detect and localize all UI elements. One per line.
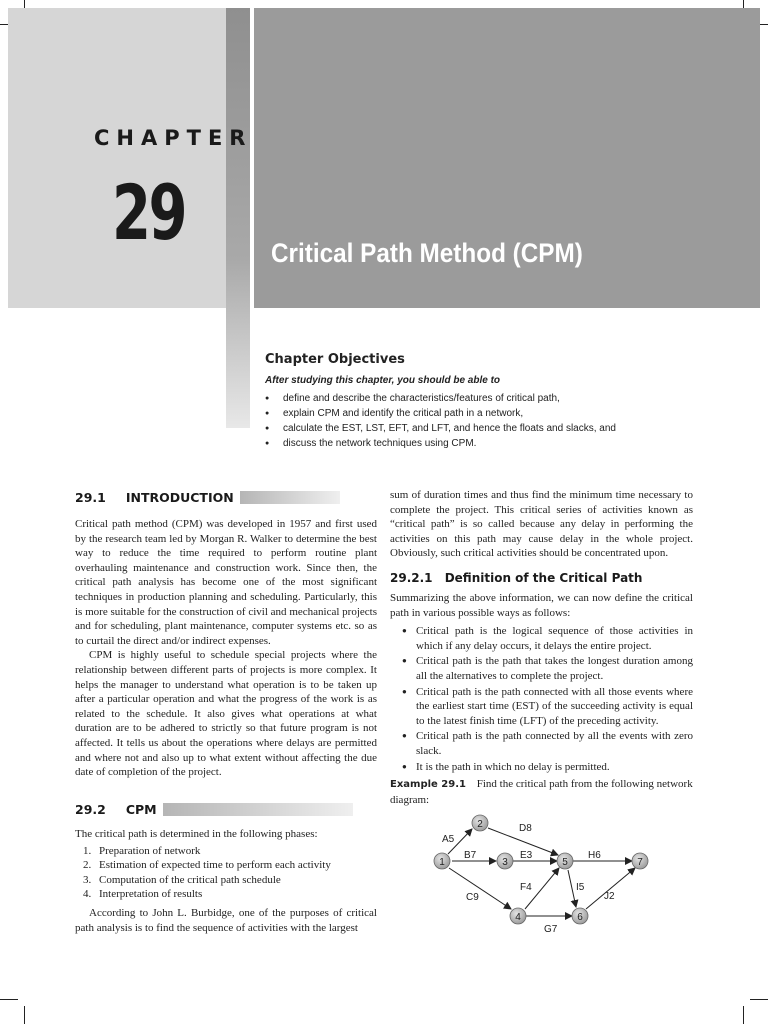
list-item [75,858,377,873]
chapter-title: Critical Path Method (CPM) [271,238,583,268]
node-label: 1 [439,857,445,868]
objectives-heading: Chapter Objectives [265,352,405,367]
list-item: ● Critical path is the path connected with all those events where the earliest start time (EST) of the succeeding activity is equal to the latest finish time (LFT) of the preceding activity. [390,685,693,729]
list-number: 3. [83,873,92,886]
definition-list [390,624,693,774]
paragraph: CPM is highly useful to schedule special projects where the relationship between different parts of projects is more complex. It helps the manager to understand what operation is to be taken up after a particular operation and what the progress of the work is as related to the schedule. It also gives what operations at what duration are to be adhered to strictly so that future program is not affected. It tells us about the operations where delays are permitted and where not and also up to what extent without affecting the due date of completion of the project. [75,649,377,779]
section-heading-introduction [75,490,377,505]
activity-label: J2 [604,891,615,902]
chapter-number: 29 [112,168,186,257]
crop-mark [0,999,18,1000]
activity-label: E3 [520,850,533,861]
section-number: 29.2 [75,802,106,817]
arrow-j2 [586,868,635,909]
example-label: Example 29.1 [390,779,466,791]
network-diagram [420,808,660,938]
paragraph: Summarizing the above information, we can now define the critical path in various possible ways as follows: [390,591,693,619]
activity-label: B7 [464,850,477,861]
node-label: 3 [502,857,508,868]
objectives-list [265,391,715,451]
section-number: 29.1 [75,490,106,505]
node-label: 6 [577,912,583,923]
example-paragraph [390,777,693,807]
paragraph: The critical path is determined in the following phases: [75,828,318,840]
section-heading-cpm [75,802,377,817]
activity-label: C9 [466,892,479,903]
list-number: 2. [83,859,92,872]
list-text: Estimation of expected time to perform each activity [99,859,331,872]
crop-mark [24,1006,25,1024]
list-item: ● It is the path in which no delay is permitted. [390,760,693,775]
list-number: 4. [83,888,92,901]
list-item [75,844,377,859]
list-text: Preparation of network [99,844,201,857]
subsection-title: Definition of the Critical Path [444,570,643,585]
heading-bar [163,803,353,816]
node-label: 7 [637,857,643,868]
activity-label: F4 [520,882,532,893]
list-item: ● Critical path is the logical sequence of those activities in which if any delay occurs, it delays the entire project. [390,624,693,653]
list-item [75,873,377,888]
paragraph: Critical path method (CPM) was developed in 1957 and first used by the research team led by Morgan R. Walker to determine the best way to reduce the time required to perform routine plant overhauling maintenance and construction work. Since then, the critical path analysis has become one of the most significant techniques in production planning and scheduling. Particularly, this is more suitable for the construction of civil and mechanical projects and for scheduling, plant maintenance, computer systems etc. so as to curtail the direct and/or indirect expenses. [75,518,377,647]
activity-label: I5 [576,882,585,893]
objective-item: ● define and describe the characteristics/features of critical path, [265,391,715,406]
crop-mark [750,999,768,1000]
list-item: ● Critical path is the path that takes the longest duration among all the alternatives to complete the project. [390,654,693,683]
chapter-label: CHAPTER [94,126,253,150]
node-label: 5 [562,857,568,868]
activity-label: A5 [442,834,455,845]
activity-label: G7 [544,924,558,935]
objective-item: ● calculate the EST, LST, EFT, and LFT, and hence the floats and slacks, and [265,421,715,436]
paragraph: According to John L. Burbidge, one of the purposes of critical path analysis is to find the sequence of activities with the largest [75,906,377,934]
decorative-strip [226,8,250,428]
list-text: Computation of the critical path schedule [99,873,281,886]
subsection-number: 29.2.1 [390,570,433,585]
list-item [75,887,377,902]
node-label: 2 [477,819,483,830]
arrow-c9 [449,868,511,909]
left-column-cpm [75,802,377,935]
subsection-heading [390,571,693,585]
example-text: Find the critical path from the following network diagram: [390,778,693,806]
chapter-number-panel [8,8,226,308]
objectives-intro: After studying this chapter, you should be able to [265,375,501,386]
activity-label: H6 [588,850,601,861]
list-number: 1. [83,844,92,857]
list-text: Interpretation of results [99,888,203,901]
crop-mark [743,1006,744,1024]
left-column [75,490,377,780]
activity-label: D8 [519,823,532,834]
list-item: ● Critical path is the path connected by all the events with zero slack. [390,729,693,758]
node-label: 4 [515,912,521,923]
section-title: CPM [125,802,157,817]
heading-bar [240,491,340,504]
section-title: INTRODUCTION [125,490,234,505]
objective-item: ● explain CPM and identify the critical path in a network, [265,406,715,421]
arrow-i5 [568,870,576,907]
paragraph: sum of duration times and thus find the minimum time necessary to complete the project. This critical series of activities known as “critical path” is so called because any delay in performing the activities on this path may cause delay in the whole project. Obviously, such critical activities should be concentrated upon. [390,489,693,560]
objective-item: ● discuss the network techniques using CPM. [265,436,715,451]
phases-list [75,844,377,902]
right-column [390,488,693,807]
